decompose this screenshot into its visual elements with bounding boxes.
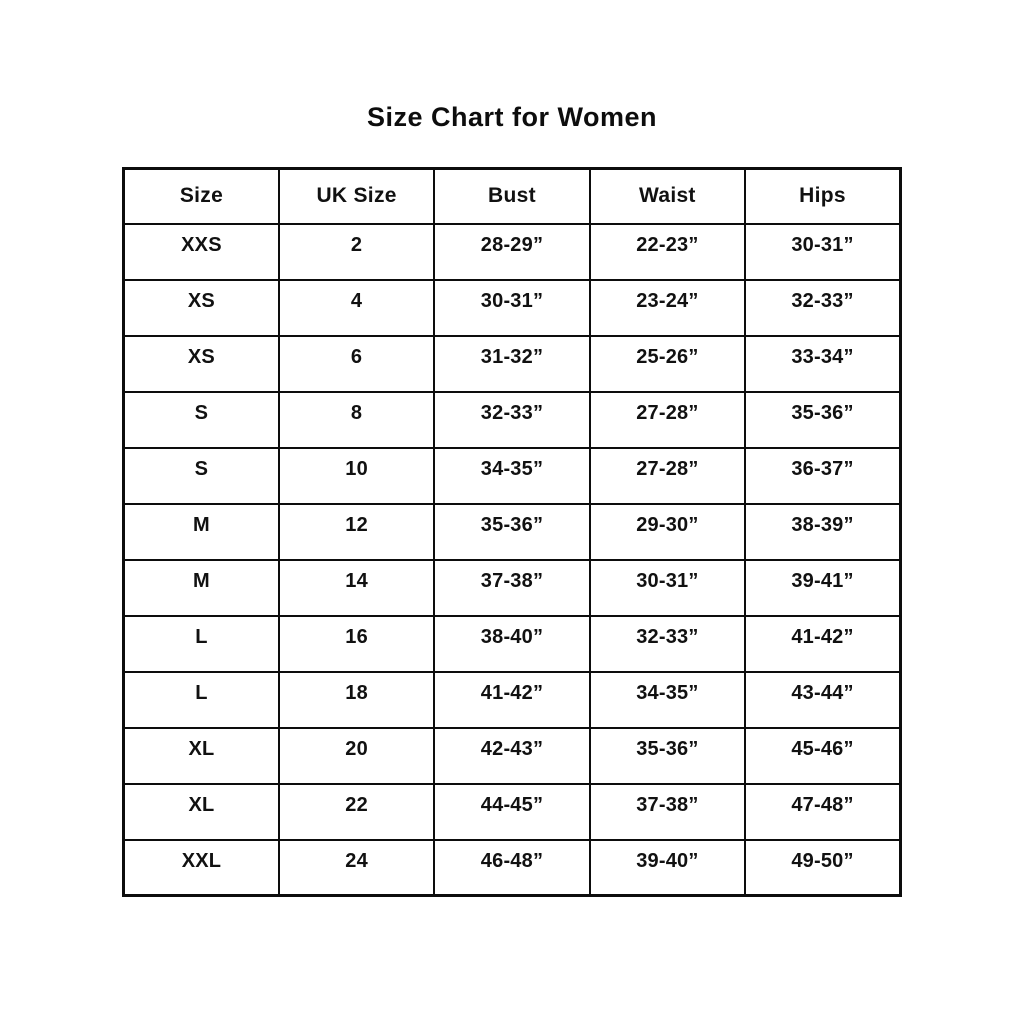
cell-uk-size: 10 [279, 448, 434, 504]
cell-hips: 35-36” [745, 392, 900, 448]
table-row [124, 392, 901, 448]
cell-hips: 38-39” [745, 504, 900, 560]
table-row [124, 560, 901, 616]
cell-bust: 38-40” [434, 616, 589, 672]
cell-size: XS [124, 336, 279, 392]
cell-size: XL [124, 728, 279, 784]
table-body [124, 224, 901, 896]
cell-bust: 34-35” [434, 448, 589, 504]
cell-size: S [124, 392, 279, 448]
cell-waist: 39-40” [590, 840, 745, 896]
cell-size: XXL [124, 840, 279, 896]
cell-size: M [124, 504, 279, 560]
cell-hips: 33-34” [745, 336, 900, 392]
cell-waist: 29-30” [590, 504, 745, 560]
cell-bust: 46-48” [434, 840, 589, 896]
column-header-bust: Bust [434, 169, 589, 224]
cell-uk-size: 20 [279, 728, 434, 784]
cell-size: L [124, 672, 279, 728]
table-row [124, 280, 901, 336]
cell-bust: 44-45” [434, 784, 589, 840]
cell-hips: 41-42” [745, 616, 900, 672]
cell-bust: 41-42” [434, 672, 589, 728]
cell-size: M [124, 560, 279, 616]
cell-size: L [124, 616, 279, 672]
cell-bust: 28-29” [434, 224, 589, 280]
cell-uk-size: 2 [279, 224, 434, 280]
cell-waist: 32-33” [590, 616, 745, 672]
cell-waist: 23-24” [590, 280, 745, 336]
cell-waist: 34-35” [590, 672, 745, 728]
cell-hips: 45-46” [745, 728, 900, 784]
cell-bust: 31-32” [434, 336, 589, 392]
table-row [124, 784, 901, 840]
column-header-size: Size [124, 169, 279, 224]
cell-uk-size: 6 [279, 336, 434, 392]
cell-uk-size: 16 [279, 616, 434, 672]
cell-hips: 36-37” [745, 448, 900, 504]
cell-uk-size: 8 [279, 392, 434, 448]
cell-hips: 39-41” [745, 560, 900, 616]
cell-bust: 32-33” [434, 392, 589, 448]
column-header-uk-size: UK Size [279, 169, 434, 224]
cell-bust: 30-31” [434, 280, 589, 336]
cell-waist: 27-28” [590, 448, 745, 504]
cell-uk-size: 14 [279, 560, 434, 616]
cell-waist: 25-26” [590, 336, 745, 392]
cell-size: S [124, 448, 279, 504]
cell-size: XXS [124, 224, 279, 280]
cell-waist: 37-38” [590, 784, 745, 840]
table-row [124, 672, 901, 728]
cell-hips: 43-44” [745, 672, 900, 728]
cell-size: XL [124, 784, 279, 840]
table-row [124, 504, 901, 560]
table-header [124, 169, 901, 224]
column-header-hips: Hips [745, 169, 900, 224]
table-row [124, 224, 901, 280]
cell-waist: 30-31” [590, 560, 745, 616]
cell-size: XS [124, 280, 279, 336]
cell-uk-size: 24 [279, 840, 434, 896]
cell-hips: 47-48” [745, 784, 900, 840]
cell-hips: 30-31” [745, 224, 900, 280]
cell-uk-size: 22 [279, 784, 434, 840]
cell-bust: 42-43” [434, 728, 589, 784]
table-row [124, 448, 901, 504]
cell-hips: 49-50” [745, 840, 900, 896]
cell-bust: 37-38” [434, 560, 589, 616]
cell-waist: 35-36” [590, 728, 745, 784]
table-row [124, 616, 901, 672]
cell-uk-size: 18 [279, 672, 434, 728]
cell-bust: 35-36” [434, 504, 589, 560]
cell-waist: 22-23” [590, 224, 745, 280]
page-title: Size Chart for Women [366, 102, 658, 132]
size-chart-table [122, 167, 902, 897]
cell-waist: 27-28” [590, 392, 745, 448]
table-header-row [124, 169, 901, 224]
column-header-waist: Waist [590, 169, 745, 224]
cell-uk-size: 4 [279, 280, 434, 336]
table-row [124, 728, 901, 784]
cell-hips: 32-33” [745, 280, 900, 336]
cell-uk-size: 12 [279, 504, 434, 560]
table-row [124, 336, 901, 392]
table-row [124, 840, 901, 896]
